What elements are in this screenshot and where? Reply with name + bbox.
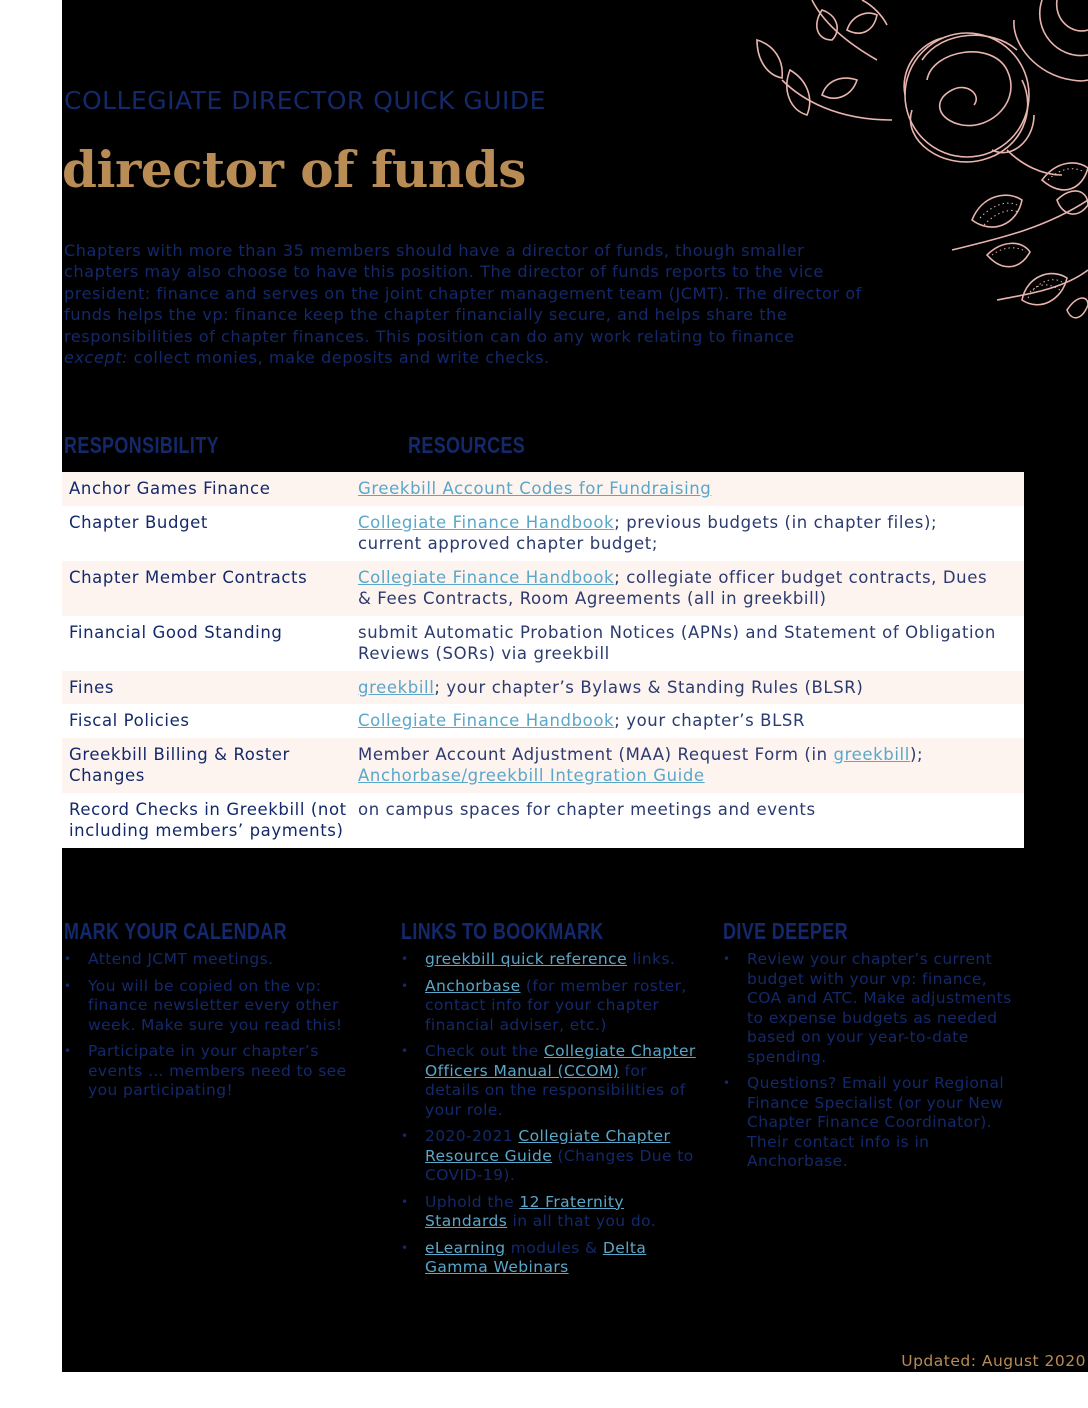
resources-cell: [358, 622, 1024, 665]
section-heading: MARK YOUR CALENDAR: [64, 918, 287, 944]
intro-text: Chapters with more than 35 members should have a director of funds, though smaller chapters may also choose to have this position. The director of funds reports to the vice president: finance and serves on the joint chapter management team (JCMT). The director of funds helps the vp: finance keep the chapter financially secure, and helps share the responsibilities of chapter finances. This position can do any work relating to finance: [64, 241, 862, 346]
bookmark-link[interactable]: 12 Fraternity Standards: [425, 1192, 624, 1230]
resource-link[interactable]: Collegiate Finance Handbook: [358, 512, 615, 532]
responsibility-table: [62, 472, 1024, 848]
responsibility-cell: Financial Good Standing: [69, 622, 283, 642]
resource-text: ; collegiate officer budget contracts, Dues & Fees Contracts, Room Agreements (all in greekbill): [358, 567, 988, 608]
resource-link[interactable]: Collegiate Finance Handbook: [358, 567, 615, 587]
list-item: [401, 1127, 697, 1186]
item-text: modules &: [505, 1238, 603, 1257]
dive-deeper-section: [723, 918, 1023, 1179]
bullet-list: [401, 950, 697, 1278]
responsibility-cell: Anchor Games Finance: [69, 479, 271, 498]
bookmark-link[interactable]: greekbill quick reference: [425, 950, 628, 968]
resource-text: ; your chapter’s Bylaws & Standing Rules (BLSR): [434, 677, 864, 697]
table-row: [62, 671, 1024, 705]
item-text: Check out the: [425, 1042, 544, 1060]
responsibility-cell: Fiscal Policies: [69, 711, 190, 730]
list-item: [401, 1239, 697, 1278]
table-row: [62, 793, 1024, 848]
rose-flower-main: [904, 33, 1034, 162]
list-item: [401, 1042, 697, 1120]
resource-text: ; your chapter’s BLSR: [614, 711, 806, 730]
list-item: • Questions? Email your Regional Finance Specialist (or your New Chapter Finance Coordinator). Their contact info is in Anchorbase.: [723, 1074, 1023, 1172]
guide-page: [62, 0, 1088, 1372]
table-row: [62, 616, 1024, 671]
resources-cell: [358, 799, 1024, 842]
list-item: • Review your chapter’s current budget with your vp: finance, COA and ATC. Make adjustments to expense budgets as needed based on your year-to-date spending.: [723, 950, 1023, 1067]
rose-leaves-right: [952, 150, 1088, 318]
responsibility-cell: Greekbill Billing & Roster Changes: [69, 744, 290, 785]
item-text: Uphold the: [425, 1192, 520, 1211]
mark-your-calendar-section: [64, 918, 369, 1108]
responsibility-cell: Chapter Member Contracts: [69, 567, 308, 587]
resource-text: Member Account Adjustment (MAA) Request Form (in: [358, 744, 834, 764]
item-text: links.: [627, 950, 676, 968]
resources-cell: [358, 677, 1024, 699]
table-row: [62, 561, 1024, 616]
resources-cell: [358, 744, 1024, 787]
item-text: (for member roster, contact info for your chapter financial adviser, etc.): [425, 976, 687, 1034]
list-item: [401, 977, 697, 1036]
table-row: [62, 738, 1024, 793]
intro-paragraph: [64, 240, 864, 368]
intro-text-end: collect monies, make deposits and write checks.: [127, 348, 550, 368]
list-item: • Participate in your chapter’s events … members need to see you participating!: [64, 1042, 369, 1101]
item-text: (Changes Due to COVID-19).: [425, 1146, 694, 1184]
bookmark-link[interactable]: Anchorbase: [425, 976, 521, 995]
resource-text: on campus spaces for chapter meetings and events: [358, 799, 816, 819]
links-to-bookmark-section: [401, 918, 697, 1285]
item-text: 2020-2021: [425, 1127, 519, 1145]
section-heading: LINKS TO BOOKMARK: [401, 918, 604, 944]
bookmark-link[interactable]: Delta Gamma Webinars: [425, 1238, 647, 1276]
resources-cell: [358, 567, 1024, 610]
section-heading: DIVE DEEPER: [723, 918, 848, 944]
resource-link[interactable]: Greekbill Account Codes for Fundraising: [358, 479, 712, 498]
list-item: • You will be copied on the vp: finance newsletter every other week. Make sure you read this!: [64, 977, 369, 1036]
rose-flower-secondary: [1014, 0, 1088, 81]
page-title: director of funds: [62, 140, 526, 199]
resource-link[interactable]: greekbill: [833, 744, 910, 764]
bookmark-link[interactable]: Collegiate Chapter Officers Manual (CCOM): [425, 1042, 696, 1080]
rose-leaves-left: [757, 0, 892, 120]
responsibility-cell: Fines: [69, 677, 115, 697]
resource-link[interactable]: Anchorbase/greekbill Integration Guide: [358, 766, 705, 785]
list-item: [401, 950, 697, 970]
resource-link[interactable]: Collegiate Finance Handbook: [358, 711, 615, 730]
updated-date: Updated: August 2020: [901, 1352, 1086, 1370]
bullet-list: [64, 950, 369, 1101]
resource-link[interactable]: greekbill: [358, 677, 435, 697]
resource-text: );: [909, 744, 924, 764]
responsibility-column-header: RESPONSIBILITY: [64, 432, 219, 458]
resource-text: submit Automatic Probation Notices (APNs) and Statement of Obligation Reviews (SORs) via greekbill: [358, 622, 996, 663]
list-item: [401, 1193, 697, 1232]
item-text: in all that you do.: [507, 1212, 657, 1230]
table-row: [62, 506, 1024, 561]
resources-cell: [358, 710, 1024, 732]
bookmark-link[interactable]: Collegiate Chapter Resource Guide: [425, 1127, 671, 1165]
table-row: [62, 704, 1024, 738]
resources-cell: [358, 478, 1024, 500]
item-text: for details on the responsibilities of your role.: [425, 1061, 686, 1119]
resource-text: ; previous budgets (in chapter files); current approved chapter budget;: [358, 512, 938, 553]
guide-kicker: COLLEGIATE DIRECTOR QUICK GUIDE: [64, 86, 546, 115]
bookmark-link[interactable]: eLearning: [425, 1238, 506, 1257]
table-row: [62, 472, 1024, 506]
responsibility-cell: Chapter Budget: [69, 512, 208, 532]
list-item: • Attend JCMT meetings.: [64, 950, 369, 970]
bullet-list: [723, 950, 1023, 1172]
intro-emphasis: except:: [64, 348, 128, 368]
responsibility-cell: Record Checks in Greekbill (not including members’ payments): [69, 799, 347, 840]
resources-column-header: RESOURCES: [408, 432, 526, 458]
resources-cell: [358, 512, 1024, 555]
